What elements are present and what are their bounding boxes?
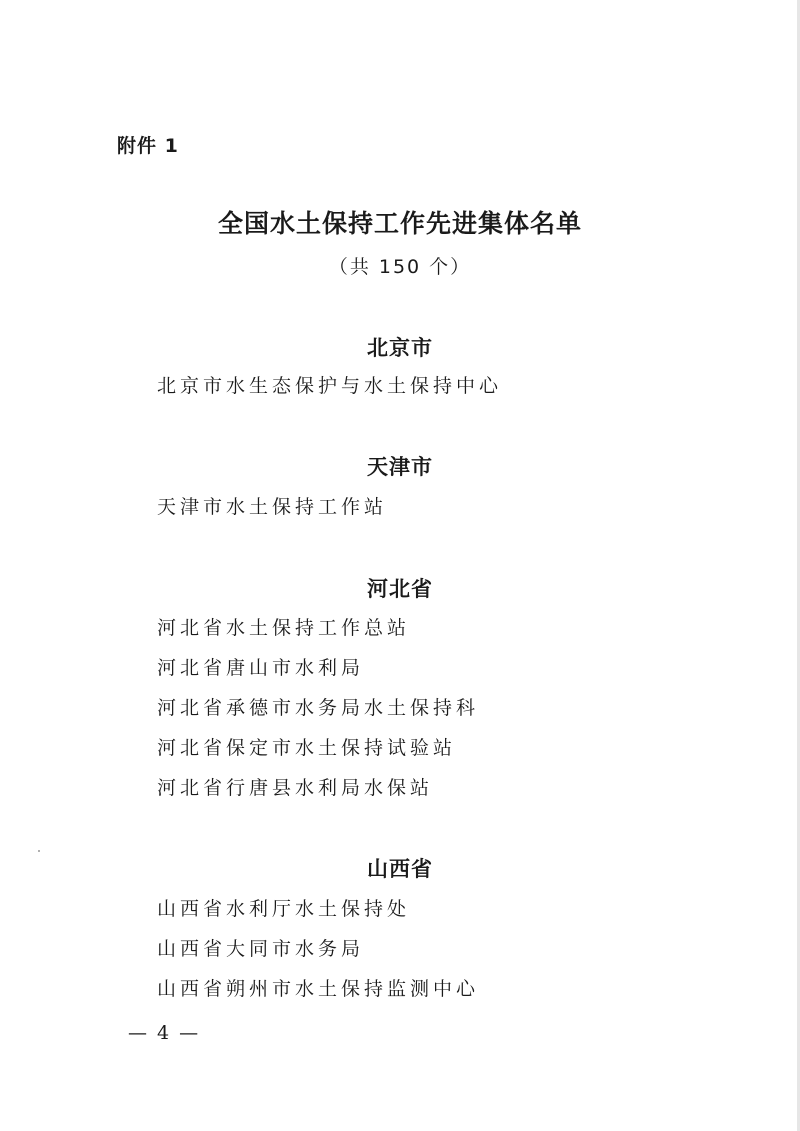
list-item: 山西省大同市水务局: [157, 938, 365, 960]
list-item: 河北省行唐县水利局水保站: [157, 777, 434, 799]
list-item: 河北省保定市水土保持试验站: [157, 737, 457, 759]
document-subtitle: （共 150 个）: [328, 256, 472, 278]
list-item: 北京市水生态保护与水土保持中心: [157, 375, 503, 397]
list-item: 山西省水利厅水土保持处: [157, 898, 411, 920]
scan-speck: [38, 850, 40, 852]
document-title: 全国水土保持工作先进集体名单: [217, 209, 582, 238]
section-heading-beijing: 北京市: [367, 336, 433, 360]
section-heading-tianjin: 天津市: [367, 455, 433, 479]
page-number: — 4 —: [128, 1022, 201, 1044]
section-heading-shanxi: 山西省: [367, 857, 433, 881]
list-item: 河北省水土保持工作总站: [157, 617, 411, 639]
list-item: 天津市水土保持工作站: [157, 496, 388, 518]
attachment-label: 附件 1: [117, 135, 179, 157]
list-item: 河北省承德市水务局水土保持科: [157, 697, 480, 719]
section-heading-hebei: 河北省: [367, 577, 433, 601]
list-item: 山西省朔州市水土保持监测中心: [157, 978, 480, 1000]
list-item: 河北省唐山市水利局: [157, 657, 365, 679]
